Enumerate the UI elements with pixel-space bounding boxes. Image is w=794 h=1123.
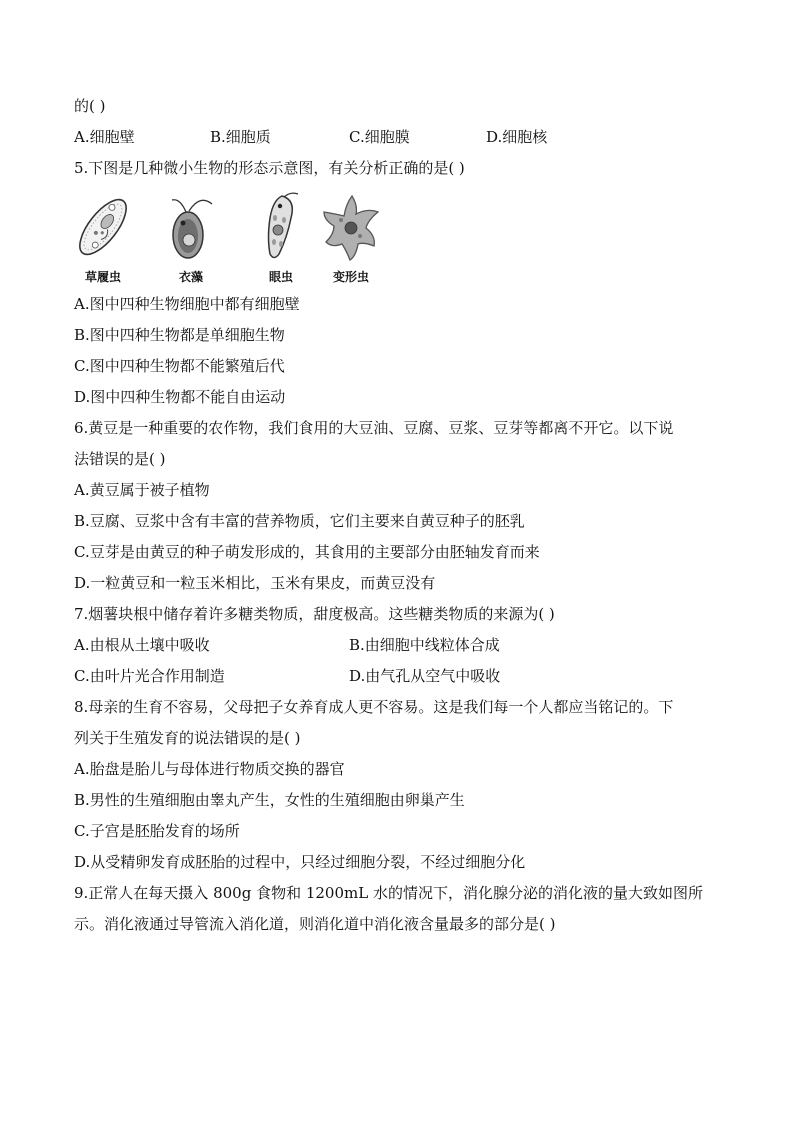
q4-option-d: D.细胞核 [486,128,548,146]
q8-option-a: A.胎盘是胎儿与母体进行物质交换的器官 [74,760,345,778]
q6-stem-line1: 6.黄豆是一种重要的农作物，我们食用的大豆油、豆腐、豆浆、豆芽等都离不开它。以下说 [74,419,674,437]
euglena-item [246,190,316,286]
q5-option-a: A.图中四种生物细胞中都有细胞壁 [74,295,300,313]
q7-stem: 7.烟薯块根中储存着许多糖类物质，甜度极高。这些糖类物质的来源为( ) [74,605,555,623]
q4-option-c: C.细胞膜 [349,128,410,146]
q5-option-c: C.图中四种生物都不能繁殖后代 [74,357,285,375]
chlamydomonas-illustration [156,190,226,264]
q6-option-c: C.豆芽是由黄豆的种子萌发形成的，其食用的主要部分由胚轴发育而来 [74,543,540,561]
q7-option-d: D.由气孔从空气中吸收 [349,667,501,685]
q8-option-c: C.子宫是胚胎发育的场所 [74,822,240,840]
q4-stem-tail: 的( ) [74,97,106,115]
q5-option-d: D.图中四种生物都不能自由运动 [74,388,286,406]
q4-option-a: A.细胞壁 [74,128,135,146]
chlamydomonas-label: 衣藻 [178,270,203,284]
q8-stem-line1: 8.母亲的生育不容易，父母把子女养育成人更不容易。这是我们每一个人都应当铭记的。下 [74,698,674,716]
q7-option-a: A.由根从土壤中吸收 [74,636,210,654]
microorganism-figure [68,190,388,286]
q4-option-b: B.细胞质 [210,128,271,146]
q7-option-b: B.由细胞中线粒体合成 [349,636,500,654]
q8-option-d: D.从受精卵发育成胚胎的过程中，只经过细胞分裂，不经过细胞分化 [74,853,526,871]
q9-stem-line2: 示。消化液通过导管流入消化道，则消化道中消化液含量最多的部分是( ) [74,915,556,933]
paramecium-illustration [68,190,138,264]
paramecium-item [68,190,138,286]
euglena-label: 眼虫 [268,270,293,284]
q5-stem: 5.下图是几种微小生物的形态示意图，有关分析正确的是( ) [74,159,465,177]
q6-stem-line2: 法错误的是( ) [74,450,166,468]
q6-option-b: B.豆腐、豆浆中含有丰富的营养物质，它们主要来自黄豆种子的胚乳 [74,512,525,530]
paramecium-label: 草履虫 [84,270,121,284]
q8-stem-line2: 列关于生殖发育的说法错误的是( ) [74,729,301,747]
q7-option-c: C.由叶片光合作用制造 [74,667,225,685]
q6-option-a: A.黄豆属于被子植物 [74,481,210,499]
euglena-illustration [246,190,316,264]
q6-option-d: D.一粒黄豆和一粒玉米相比，玉米有果皮，而黄豆没有 [74,574,436,592]
q8-option-b: B.男性的生殖细胞由睾丸产生，女性的生殖细胞由卵巢产生 [74,791,465,809]
q9-stem-line1: 9.正常人在每天摄入 800g 食物和 1200mL 水的情况下，消化腺分泌的消化液的量大致如图所 [74,884,703,902]
chlamydomonas-item [156,190,226,286]
q5-option-b: B.图中四种生物都是单细胞生物 [74,326,285,344]
amoeba-label: 变形虫 [332,270,369,284]
amoeba-item [316,190,386,286]
amoeba-illustration [316,190,386,264]
